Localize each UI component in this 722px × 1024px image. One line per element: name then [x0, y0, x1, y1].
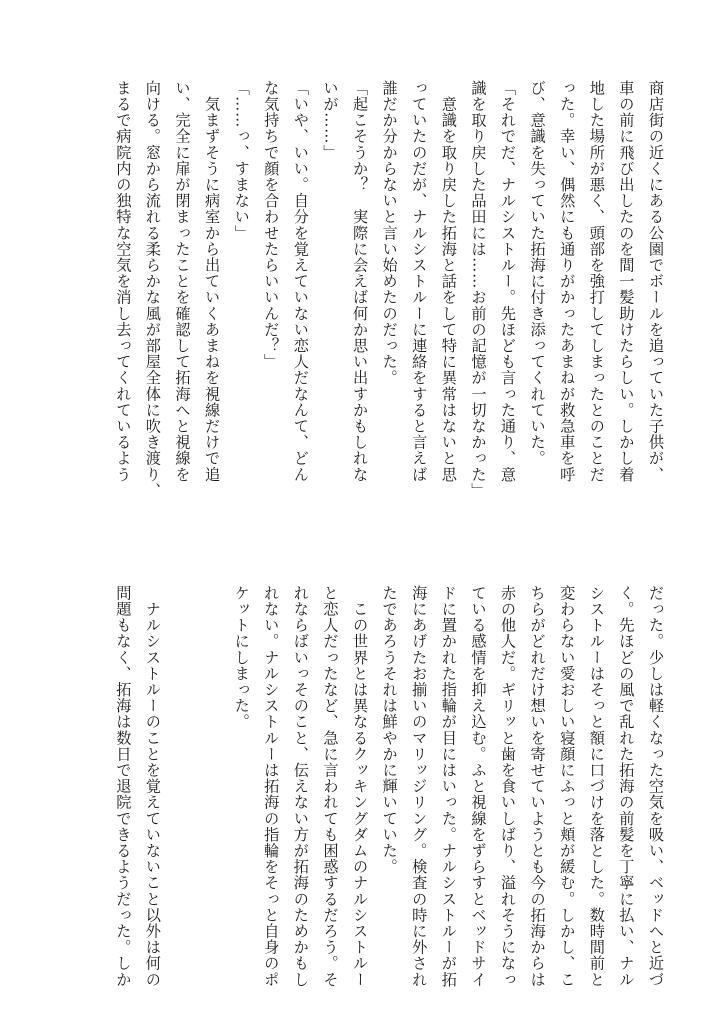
text-line [167, 585, 197, 1005]
text-line: ナルシストルーのことを覚えていないこと以外は何の [143, 585, 162, 988]
text-line: たであろうそれは鮮やかに輝いていた。 [380, 585, 399, 875]
text-line: ドに置かれた指輪が目にはいった。ナルシストルーが拓 [439, 585, 458, 988]
text-line: 赤の他人だ。ギリッと歯を食いしばり、溢れそうになっ [499, 585, 518, 988]
text-line: ている感情を抑え込む。ふと視線をずらすとベッドサイ [469, 585, 488, 988]
text-line: 問題もなく、拓海は数日で退院できるようだった。しか [114, 585, 133, 988]
text-line: 意識を取り戻した拓海と話をして特に異常はないと思 [439, 80, 458, 483]
text-line: だった。少しは軽くなった空気を吸い、ベッドへと近づ [647, 585, 665, 988]
text-line: 向ける。窓から流れる柔らかな風が部屋全体に吹き渡り、 [143, 80, 162, 499]
text-line: いが……」 [321, 80, 340, 161]
text-line: 地した場所が悪く、頭部を強打してしまったとのことだ [587, 80, 606, 483]
upper-text-block [108, 80, 670, 510]
text-line: く。先ほどの風で乱れた拓海の前髪を丁寧に払い、ナル [617, 585, 636, 988]
text-line: 「いや、いい。自分を覚えていない恋人だなんて、どん [291, 80, 310, 483]
text-line: 車の前に飛び出したのを間一髪助けたらしい。しかし着 [617, 80, 636, 483]
text-line: ケットにしまった。 [232, 585, 251, 730]
text-line: 変わらない愛おしい寝顔にふっと頬が緩む。しかし、こ [558, 585, 577, 988]
text-line: 「……っ、すまない」 [232, 80, 251, 241]
text-line: まるで病院内の独特な空気を消し去ってくれているよう [114, 80, 133, 483]
text-line: 識を取り戻した品田には……お前の記憶が一切なかった」 [469, 80, 488, 499]
text-line: った。幸い、偶然にも通りがかったあまねが救急車を呼 [558, 80, 577, 483]
text-line: 「それでだ、ナルシストルー。先ほども言った通り、意 [499, 80, 518, 483]
text-line: い、完全に扉が閉まったことを確認して拓海へと視線を [173, 80, 192, 483]
text-line: この世界とは異なるクッキングダムのナルシストルー [351, 585, 370, 988]
text-line: 商店街の近くにある公園でボールを追っていた子供が、 [647, 80, 665, 483]
text-line: シストルーはそっと額に口づけを落とした。数時間前と [587, 585, 606, 988]
text-line: 気まずそうに病室から出ていくあまねを視線だけで追 [203, 80, 222, 483]
text-line: な気持ちで顔を合わせたらいいんだ？」 [262, 80, 281, 370]
text-line: 「起こそうか？ 実際に会えば何か思い出すかもしれな [351, 80, 370, 483]
text-line: ちらがどれだけ想いを寄せていようとも今の拓海からは [528, 585, 547, 988]
text-line: 海にあげたお揃いのマリッジリング。検査の時に外され [410, 585, 429, 988]
lower-text-block [108, 585, 670, 1005]
text-line: と恋人だったなど、急に言われても困惑するだろう。そ [321, 585, 340, 988]
text-line: び、意識を失っていた拓海に付き添ってくれていた。 [528, 80, 547, 467]
text-line: れならばいっそのこと、伝えない方が拓海のためかもし [291, 585, 310, 988]
text-line: れない。ナルシストルーは拓海の指輪をそっと自身のポ [262, 585, 281, 988]
text-line: 誰だか分からないと言い始めたのだった。 [380, 80, 399, 386]
text-line [197, 585, 227, 1005]
text-line: っていたのだが、ナルシストルーに連絡をすると言えば [410, 80, 429, 483]
